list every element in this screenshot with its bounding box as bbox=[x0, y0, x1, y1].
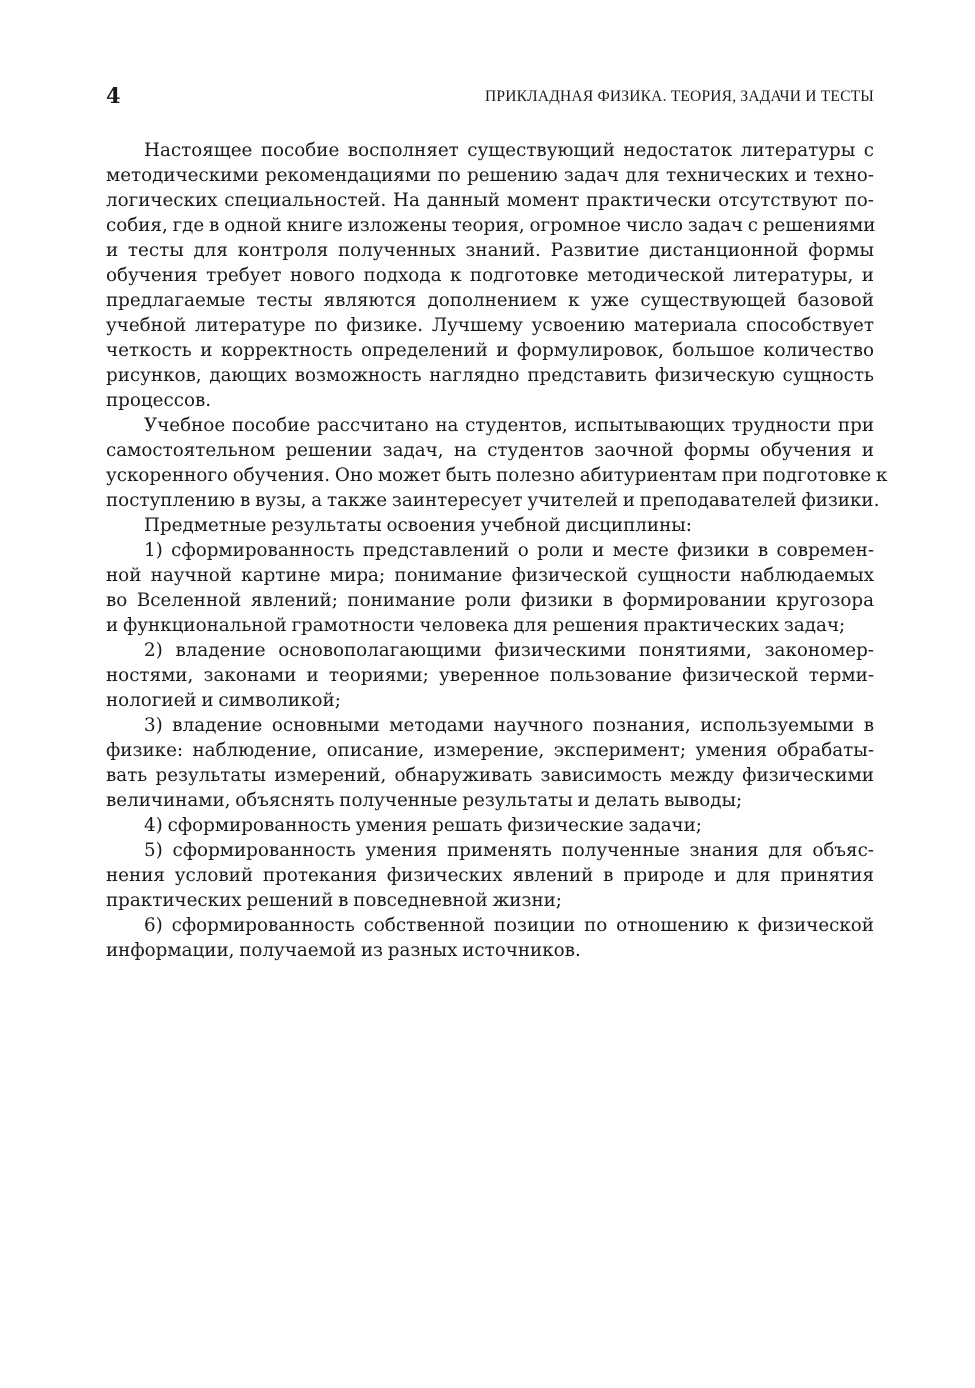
list-item-line: величинами, объяснять полученные результаты и делать выводы; bbox=[106, 790, 743, 811]
list-item-line: вать результаты измерений, обнаруживать зависимость между физическими bbox=[106, 765, 874, 786]
text-line: четкость и корректность определений и формулировок, большое количество bbox=[106, 340, 874, 361]
list-item-line: практических решений в повседневной жизни; bbox=[106, 890, 562, 911]
text-line: предлагаемые тесты являются дополнением к уже существующей базовой bbox=[106, 290, 874, 311]
page-number: 4 bbox=[106, 83, 121, 108]
text-line: методическими рекомендациями по решению задач для технических и техно- bbox=[106, 165, 874, 186]
list-item-line: и функциональной грамотности человека для решения практических задач; bbox=[106, 615, 846, 636]
text-line: Настоящее пособие восполняет существующий недостаток литературы с bbox=[144, 140, 874, 161]
text-line: учебной литературе по физике. Лучшему усвоению материала способствует bbox=[106, 315, 874, 336]
list-item-line: физике: наблюдение, описание, измерение, эксперимент; умения обрабаты- bbox=[106, 740, 874, 761]
text-line: и тесты для контроля полученных знаний. Развитие дистанционной формы bbox=[106, 240, 874, 261]
list-item-line: ной научной картине мира; понимание физической сущности наблюдаемых bbox=[106, 565, 874, 586]
list-item-line: во Вселенной явлений; понимание роли физики в формировании кругозора bbox=[106, 590, 874, 611]
text-line: обучения требует нового подхода к подготовке методической литературы, и bbox=[106, 265, 874, 286]
list-item-line: 6) сформированность собственной позиции по отношению к физической bbox=[144, 915, 874, 936]
list-item-line: 1) сформированность представлений о роли и месте физики в современ- bbox=[144, 540, 874, 561]
text-line: Учебное пособие рассчитано на студентов, испытывающих трудности при bbox=[144, 415, 874, 436]
list-item-line: 2) владение основополагающими физическими понятиями, закономер- bbox=[144, 640, 874, 661]
list-item-line: 4) сформированность умения решать физические задачи; bbox=[144, 815, 702, 836]
text-line: собия, где в одной книге изложены теория, огромное число задач с решениями bbox=[106, 215, 876, 236]
text-line: ускоренного обучения. Оно может быть полезно абитуриентам при подготовке к bbox=[106, 465, 888, 486]
list-item-line: нения условий протекания физических явлений в природе и для принятия bbox=[106, 865, 874, 886]
text-line: самостоятельном решении задач, на студентов заочной формы обучения и bbox=[106, 440, 874, 461]
book-title: ПРИКЛАДНАЯ ФИЗИКА. ТЕОРИЯ, ЗАДАЧИ И ТЕСТЫ bbox=[485, 88, 874, 105]
text-line: рисунков, дающих возможность наглядно представить физическую сущность bbox=[106, 365, 874, 386]
list-item-line: 3) владение основными методами научного познания, используемыми в bbox=[144, 715, 874, 736]
text-line: поступлению в вузы, а также заинтересует учителей и преподавателей физики. bbox=[106, 490, 880, 511]
text-line: процессов. bbox=[106, 390, 212, 411]
list-item-line: информации, получаемой из разных источников. bbox=[106, 940, 581, 961]
text-line: логических специальностей. На данный момент практически отсутствуют по- bbox=[106, 190, 874, 211]
text-line: Предметные результаты освоения учебной дисциплины: bbox=[144, 515, 692, 536]
running-header bbox=[106, 84, 874, 110]
list-item-line: нологией и символикой; bbox=[106, 690, 341, 711]
list-item-line: ностями, законами и теориями; уверенное пользование физической терми- bbox=[106, 665, 874, 686]
body-text bbox=[106, 138, 888, 963]
list-item-line: 5) сформированность умения применять полученные знания для объяс- bbox=[144, 840, 874, 861]
